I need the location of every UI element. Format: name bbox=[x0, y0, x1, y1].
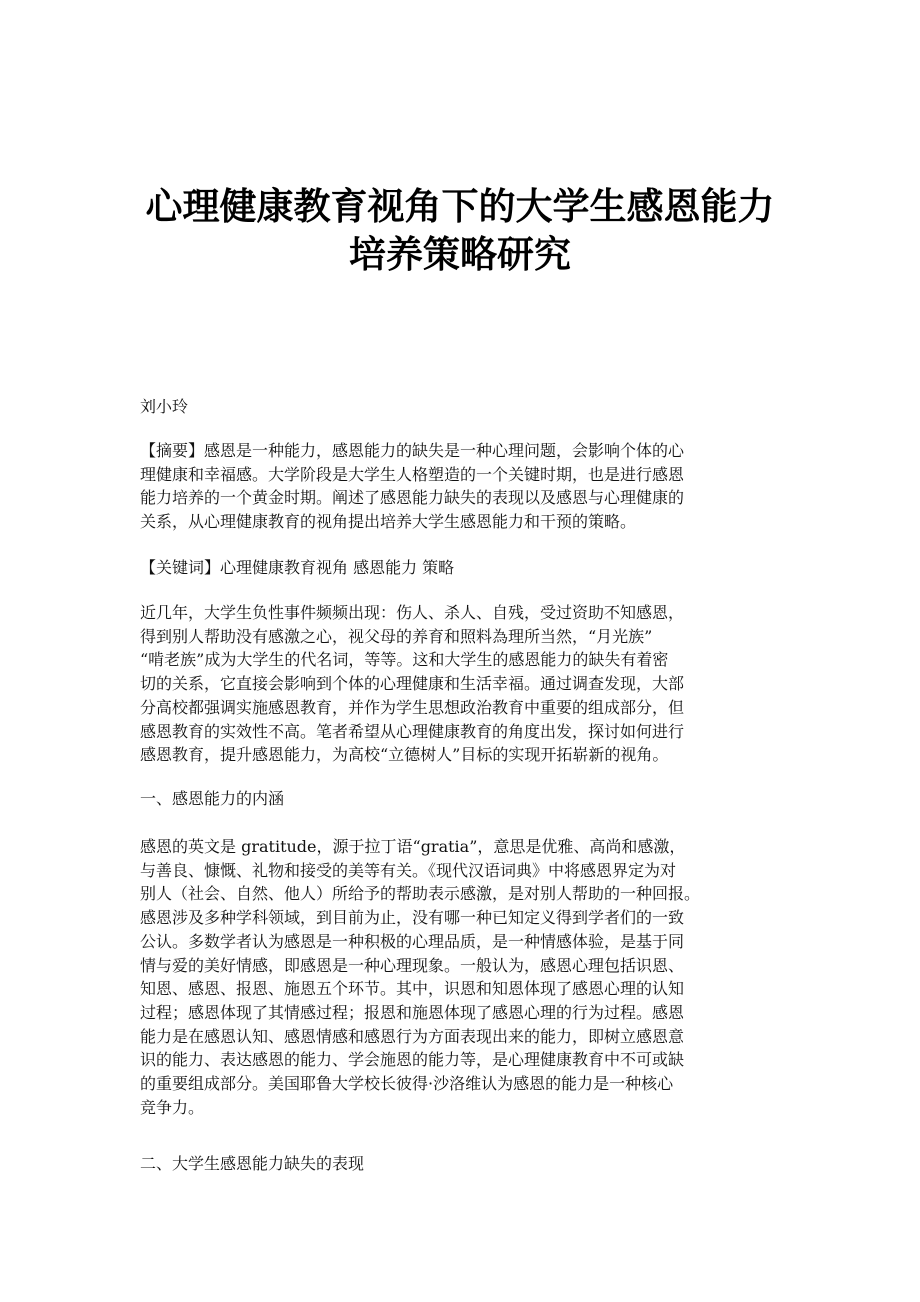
section-1-line: 能力是在感恩认知、感恩情感和感恩行为方面表现出来的能力，即树立感恩意 bbox=[140, 1026, 685, 1046]
section-1-line: 竞争力。 bbox=[140, 1097, 205, 1117]
section-1-line: 与善良、慷慨、礼物和接受的美等有关。《现代汉语词典》中将感恩界定为对 bbox=[140, 860, 677, 880]
title-line: 培养策略研究 bbox=[349, 233, 571, 276]
intro-line: 感恩教育，提升感恩能力，为高校“立德树人”目标的实现开拓崭新的视角。 bbox=[140, 745, 669, 765]
title-line: 心理健康教育视角下的大学生感恩能力 bbox=[145, 185, 775, 228]
section-1-line: 感恩涉及多种学科领域，到目前为止，没有哪一种已知定义得到学者们的一致 bbox=[140, 908, 685, 928]
section-1-paragraph bbox=[140, 835, 820, 1119]
section-1-line: 知恩、感恩、报恩、施恩五个环节。其中，识恩和知恩体现了感恩心理的认知 bbox=[140, 979, 685, 999]
intro-line: 感恩教育的实效性不高。笔者希望从心理健康教育的角度出发，探讨如何进行 bbox=[140, 721, 685, 741]
document-title bbox=[0, 183, 920, 279]
section-1-line: 识的能力、表达感恩的能力、学会施恩的能力等，是心理健康教育中不可或缺 bbox=[140, 1050, 685, 1070]
section-heading-2 bbox=[140, 1152, 820, 1176]
abstract-line: 【摘要】感恩是一种能力，感恩能力的缺失是一种心理问题，会影响个体的心 bbox=[140, 441, 685, 460]
author-name bbox=[140, 395, 820, 419]
section-1-line: 感恩的英文是 gratitude，源于拉丁语“gratia”，意思是优雅、高尚和感激， bbox=[140, 837, 686, 856]
section-1-line: 公认。多数学者认为感恩是一种积极的心理品质，是一种情感体验，是基于同 bbox=[140, 931, 685, 951]
section-1-line: 的重要组成部分。美国耶鲁大学校长彼得·沙洛维认为感恩的能力是一种核心 bbox=[140, 1074, 674, 1094]
keywords-paragraph bbox=[140, 556, 820, 580]
author-line: 刘小玲 bbox=[140, 397, 189, 416]
section-heading-1 bbox=[140, 787, 820, 811]
keywords-line: 【关键词】心理健康教育视角 感恩能力 策略 bbox=[140, 558, 455, 577]
intro-line: 近几年，大学生负性事件频频出现：伤人、杀人、自残，受过资助不知感恩， bbox=[140, 603, 685, 622]
intro-line: 切的关系，它直接会影响到个体的心理健康和生活幸福。通过调查发现，大部 bbox=[140, 674, 685, 694]
section-1-line: 别人（社会、自然、他人）所给予的帮助表示感激，是对别人帮助的一种回报。 bbox=[140, 884, 701, 904]
abstract-line: 关系，从心理健康教育的视角提出培养大学生感恩能力和干预的策略。 bbox=[140, 512, 637, 532]
abstract-line: 理健康和幸福感。大学阶段是大学生人格塑造的一个关键时期，也是进行感恩 bbox=[140, 464, 685, 484]
section-heading-text: 一、感恩能力的内涵 bbox=[140, 789, 285, 808]
abstract-line: 能力培养的一个黄金时期。阐述了感恩能力缺失的表现以及感恩与心理健康的 bbox=[140, 488, 685, 508]
intro-line: “啃老族”成为大学生的代名词，等等。这和大学生的感恩能力的缺失有着密 bbox=[140, 650, 669, 670]
section-heading-text: 二、大学生感恩能力缺失的表现 bbox=[140, 1154, 365, 1173]
intro-line: 分高校都强调实施感恩教育，并作为学生思想政治教育中重要的组成部分，但 bbox=[140, 697, 685, 717]
section-1-line: 情与爱的美好情感，即感恩是一种心理现象。一般认为，感恩心理包括识恩、 bbox=[140, 955, 685, 975]
intro-paragraph bbox=[140, 601, 820, 767]
intro-line: 得到别人帮助没有感激之心，视父母的养育和照料為理所当然，“月光族” bbox=[140, 626, 653, 646]
section-1-line: 过程；感恩体现了其情感过程；报恩和施恩体现了感恩心理的行为过程。感恩 bbox=[140, 1002, 685, 1022]
abstract-paragraph bbox=[140, 439, 820, 534]
